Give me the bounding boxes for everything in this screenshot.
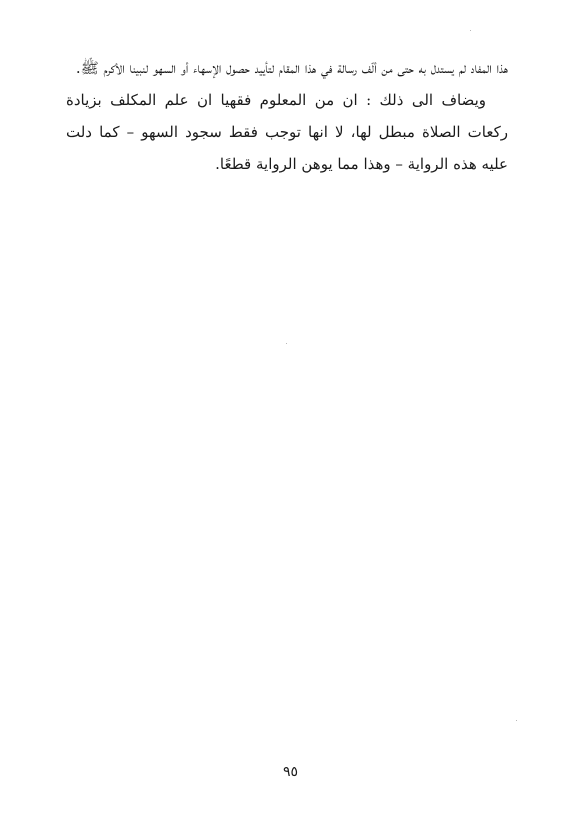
scan-speck [516, 720, 517, 721]
paragraph-1: هذا المفاد لم يستدل به حتى من ألّف رسالة في هذا المقام لتأييد حصول الإسهاء أو السهو لنبينا الأكرم ﷺ. [75, 59, 508, 77]
body-text [66, 52, 508, 180]
scan-speck [286, 343, 287, 344]
paragraph-2: ويضاف الى ذلك : ان من المعلوم فقهيا ان علم المكلف بزيادة ركعات الصلاة مبطل لها، لا انها توجب فقط سجود السهو – كما دلت عليه هذه الرواية – وهذا مما يوهن الرواية قطعًا. [66, 91, 508, 173]
scan-speck [470, 30, 471, 31]
page-number: ٩٥ [282, 764, 299, 780]
